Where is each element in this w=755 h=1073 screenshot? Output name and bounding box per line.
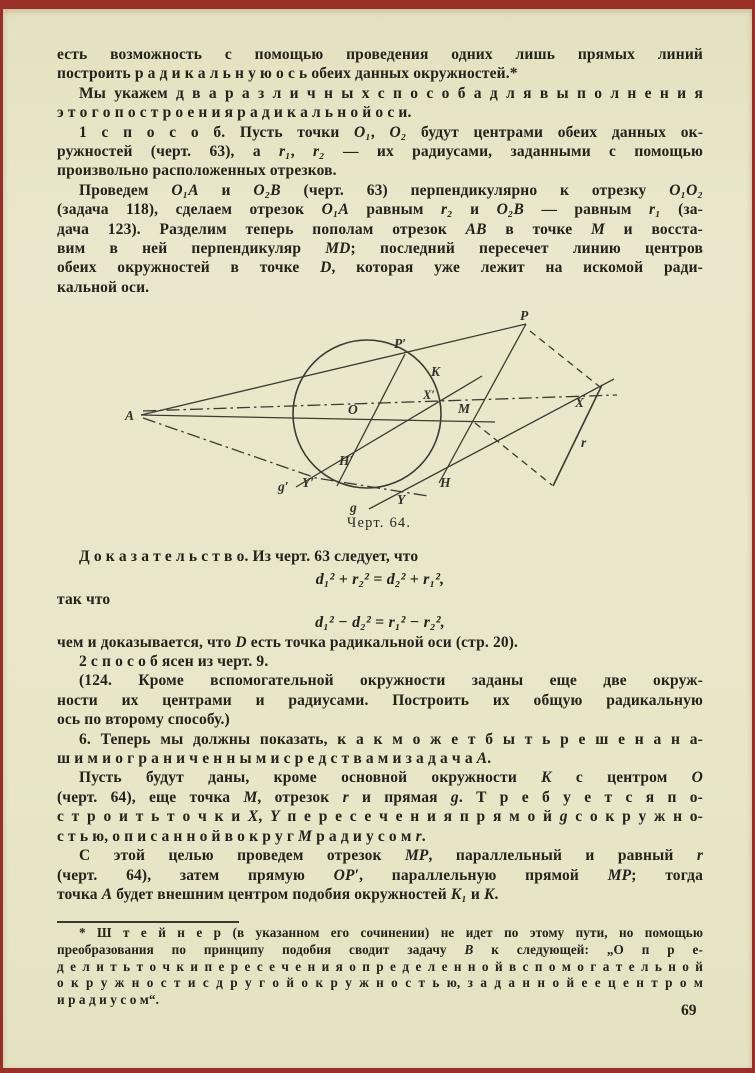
text-line: обеих окружностей в точке D, которая уже лежит на искомой ради- bbox=[57, 259, 703, 277]
figure-label-M: M bbox=[458, 401, 471, 416]
text-line: d₁² + r₂² = d₂² + r₁², bbox=[315, 571, 445, 589]
text-line: * Ш т е й н е р (в указанном его сочинении) не идет по этому пути, но помощью bbox=[79, 925, 703, 940]
text-line: С этой целью проведем отрезок MP, параллельный и равный r bbox=[79, 847, 703, 865]
figure-label-g-prime: g′ bbox=[278, 479, 289, 494]
figure-label-X-prime: X′ bbox=[423, 388, 435, 402]
text-line: произвольно расположенных отрезков. bbox=[57, 162, 337, 180]
text-line: d₁² − d₂² = r₁² − r₂², bbox=[315, 614, 445, 632]
figure-label-Y: Y bbox=[397, 492, 406, 507]
figure-64-drawing bbox=[55, 305, 703, 515]
text-line: ности их центрами и радиусами. Построить их общую радикальную bbox=[57, 691, 703, 709]
text-line: (задача 118), сделаем отрезок O₁A равным r₂ и O₂B — равным r₁ (за- bbox=[57, 201, 703, 219]
text-line: построить р а д и к а л ь н у ю о с ь обеих данных окружностей.* bbox=[57, 65, 518, 83]
figure-label-P-prime: P′ bbox=[394, 336, 407, 351]
figure-label-H-prime: H′ bbox=[339, 453, 354, 468]
text-line: ось по второму способу.) bbox=[57, 711, 230, 729]
text-line: ш и м и о г р а н и ч е н н ы м и с р е д с т в а м и з а д а ч а A. bbox=[57, 750, 492, 768]
figure-label-O: O bbox=[348, 402, 358, 417]
text-line: д е л и т ь т о ч к и п е р е с е ч е н и я о п р е д е л е н н о й в с п о м о г а т е л ь н о й bbox=[57, 958, 703, 974]
figure-label-P: P bbox=[520, 308, 529, 323]
text-line: ружностей (черт. 63), а r₁, r₂ — их радиусами, заданными с помощью bbox=[57, 143, 703, 161]
figure-label-Y-prime: Y′ bbox=[302, 475, 315, 490]
body-text-top bbox=[57, 45, 703, 297]
text-line: чем и доказывается, что D есть точка радикальной оси (стр. 20). bbox=[57, 633, 519, 651]
text-line: так что bbox=[57, 590, 111, 608]
text-line: 1 с п о с о б. Пусть точки O₁, O₂ будут центрами обеих данных ок- bbox=[79, 123, 703, 141]
text-line: Мы укажем д в а р а з л и ч н ы х с п о с о б а д л я в ы п о л н е н и я bbox=[79, 84, 703, 102]
footnote bbox=[57, 925, 703, 1009]
text-line: есть возможность с помощью проведения одних лишь прямых линий bbox=[57, 46, 703, 63]
text-line: вим в ней перпендикуляр MD; последний пересечет линию центров bbox=[57, 240, 703, 258]
text-line: точка A будет внешним центром подобия окружностей K₁ и K. bbox=[57, 885, 499, 903]
body-text-main bbox=[57, 547, 703, 904]
line-g-prime bbox=[296, 376, 482, 487]
text-line: о к р у ж н о с т и с д р у г о й о к р у ж н о с т ь ю, з а д а н н о й е е ц е н т р о м bbox=[57, 975, 703, 991]
figure-label-g: g bbox=[350, 500, 357, 515]
dashed-P-to-r bbox=[530, 331, 600, 387]
text-line: кальной оси. bbox=[57, 278, 150, 296]
text-line: преобразования по принципу подобия сводит задачу B к следующей: „О п р е- bbox=[57, 941, 703, 957]
figure-label-r: r bbox=[581, 435, 587, 450]
page-number: 69 bbox=[681, 1002, 697, 1019]
text-line: (124. Кроме вспомогательной окружности заданы еще две окруж- bbox=[79, 672, 703, 690]
figure-caption: Черт. 64. bbox=[346, 515, 412, 531]
text-line: Д о к а з а т е л ь с т в о. Из черт. 63 следует, что bbox=[79, 548, 419, 565]
text-line: с т ь ю, о п и с а н н о й в о к р у г M р а д и у с о м r. bbox=[57, 827, 426, 845]
book-page bbox=[3, 9, 752, 1068]
line-A-O-M bbox=[141, 415, 495, 422]
text-line: (черт. 64), еще точка M, отрезок r и прямая g. Т р е б у е т с я п о- bbox=[57, 788, 703, 806]
figure-label-A: A bbox=[125, 408, 135, 423]
text-line: Проведем O₁A и O₂B (черт. 63) перпендикулярно к отрезку O₁O₂ bbox=[79, 181, 703, 199]
text-line: 6. Теперь мы должны показать, к а к м о ж е т б ы т ь р е ш е н а н а- bbox=[79, 730, 703, 748]
text-line: э т о г о п о с т р о е н и я р а д и к а л ь н о й о с и. bbox=[57, 104, 412, 122]
text-line: и р а д и у с о м“. bbox=[57, 992, 159, 1008]
figure-64 bbox=[55, 305, 703, 537]
text-line: (черт. 64), затем прямую OP′, параллельную прямой MP; тогда bbox=[57, 866, 703, 884]
figure-label-X: X bbox=[575, 395, 585, 410]
text-line: с т р о и т ь т о ч к и X, Y п е р е с е ч е н и я п р я м о й g с о к р у ж н о- bbox=[57, 808, 703, 826]
text-line: дача 123). Разделим теперь пополам отрезок AB в точке M и восста- bbox=[57, 220, 703, 238]
figure-label-K: K bbox=[431, 364, 441, 379]
text-line: Пусть будут даны, кроме основной окружности K с центром O bbox=[79, 769, 703, 787]
figure-label-H: H bbox=[440, 475, 451, 490]
line-P-M-H bbox=[439, 324, 526, 483]
footnote-rule bbox=[57, 921, 239, 923]
text-line: 2 с п о с о б ясен из черт. 9. bbox=[79, 653, 269, 671]
